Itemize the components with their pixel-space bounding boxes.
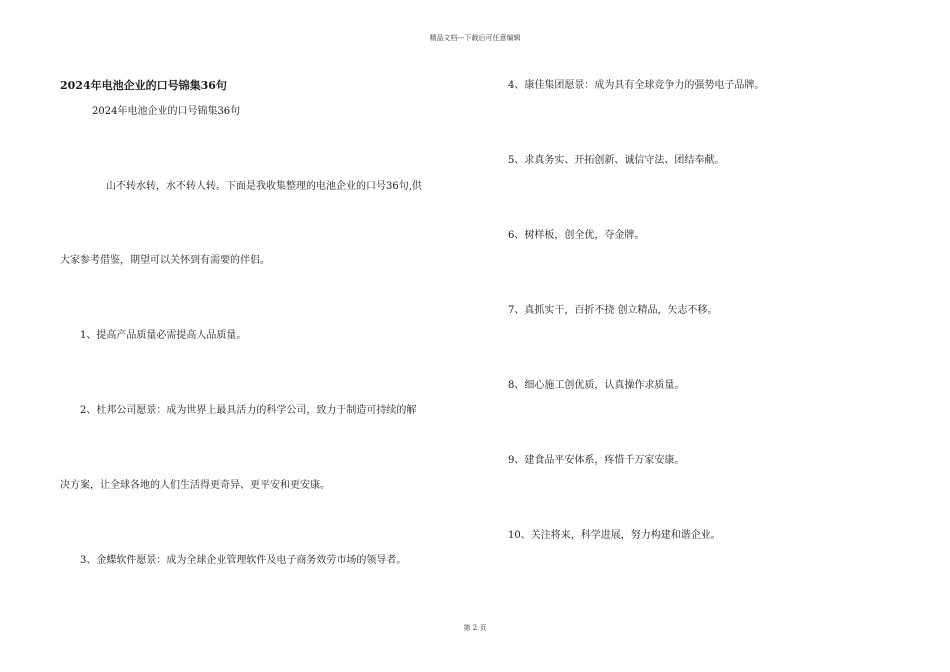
- slogan-item-3: 3、金蝶软件愿景：成为全球企业管理软件及电子商务效劳市场的领导者。: [80, 555, 407, 566]
- page-number: 第 2 页: [463, 624, 487, 632]
- slogan-item-1: 1、提高产品质量必需提高人品质量。: [80, 330, 247, 341]
- intro-paragraph-line-2: 大家参考借鉴，期望可以关怀到有需要的伴侣。: [60, 255, 270, 266]
- document-title: 2024年电池企业的口号锦集36句: [60, 79, 227, 92]
- slogan-item-2-line-2: 决方案，让全球各地的人们生活得更奇异、更平安和更安康。: [60, 480, 330, 491]
- slogan-item-6: 6、树样板，创全优，夺金牌。: [508, 230, 645, 241]
- document-subtitle: 2024年电池企业的口号锦集36句: [92, 106, 241, 117]
- slogan-item-7: 7、真抓实干，百折不挠 创立精品，矢志不移。: [508, 305, 718, 316]
- page-header: 精品文档---下载后可任意编辑: [429, 34, 521, 42]
- slogan-item-9: 9、建食品平安体系，疼惜千万家安康。: [508, 455, 685, 466]
- slogan-item-5: 5、求真务实、开拓创新、诚信守法、团结奉献。: [508, 155, 725, 166]
- slogan-item-8: 8、细心施工创优质，认真操作求质量。: [508, 380, 685, 391]
- slogan-item-4: 4、康佳集团愿景：成为具有全球竞争力的强势电子品牌。: [508, 80, 765, 91]
- slogan-item-2-line-1: 2、杜邦公司愿景：成为世界上最具活力的科学公司，致力于制造可持续的解: [80, 405, 417, 416]
- slogan-item-10: 10、关注将来，科学进展，努力构建和谐企业。: [508, 530, 721, 541]
- intro-paragraph-line-1: 山不转水转，水不转人转。下面是我收集整理的电池企业的口号36句,供: [106, 181, 422, 192]
